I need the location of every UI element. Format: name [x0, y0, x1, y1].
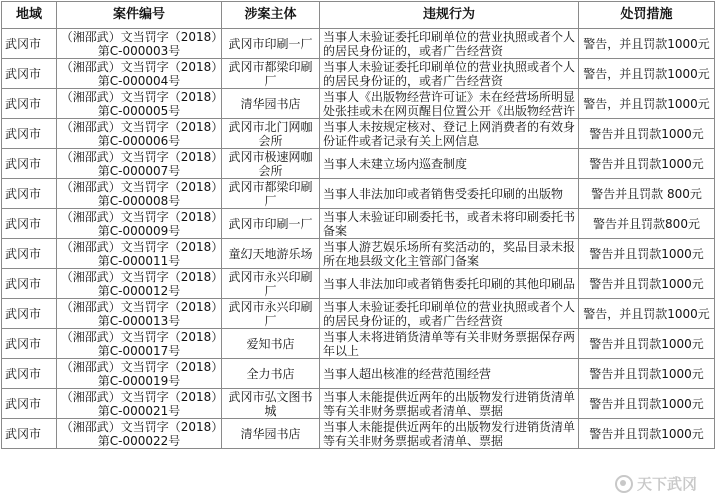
region-cell-text: 武冈市 [5, 156, 42, 171]
case-number-cell [57, 359, 222, 389]
region-cell [2, 299, 57, 329]
subject-cell-text: 武冈市印刷一厂 [228, 216, 313, 231]
table-row [2, 59, 715, 89]
penalty-cell-text: 警告并且罚款1000元 [589, 396, 704, 411]
region-cell [2, 59, 57, 89]
case-number-cell [57, 329, 222, 359]
column-header-subject: 涉案主体 [222, 2, 320, 29]
subject-cell-text: 武冈市都梁印刷厂 [228, 59, 313, 88]
table-row [2, 299, 715, 329]
subject-cell [222, 179, 320, 209]
penalty-cell-text: 警告并且罚款1000元 [589, 336, 704, 351]
subject-cell-text: 爱知书店 [246, 336, 295, 351]
violation-cell [320, 419, 579, 449]
subject-cell [222, 239, 320, 269]
violation-cell [320, 269, 579, 299]
case-number-cell [57, 179, 222, 209]
case-number-cell [57, 59, 222, 89]
region-cell [2, 359, 57, 389]
table-row [2, 419, 715, 449]
violation-cell [320, 239, 579, 269]
subject-cell [222, 299, 320, 329]
subject-cell [222, 359, 320, 389]
table-row [2, 209, 715, 239]
penalty-cell [579, 89, 715, 119]
violation-cell-text: 当事人《出版物经营许可证》未在经营场所明显处张挂或未在网页醒目位置公开《出版物经营许 [323, 89, 575, 118]
region-cell [2, 239, 57, 269]
case-number-cell [57, 299, 222, 329]
region-cell [2, 389, 57, 419]
penalty-cell-text: 警告并且罚款1000元 [589, 276, 704, 291]
penalty-cell [579, 239, 715, 269]
table-row [2, 359, 715, 389]
case-number-cell-text: （湘邵武）文当罚字（2018）第C-000003号 [60, 29, 218, 58]
violation-cell-text: 当事人非法加印或者销售委托印刷的其他印刷品 [323, 276, 575, 291]
violation-cell-text: 当事人未能提供近两年的出版物发行进销货清单等有关非财务票据或者清单、票据 [323, 419, 575, 448]
penalty-table [1, 1, 715, 449]
subject-cell-text: 武冈市都梁印刷厂 [228, 179, 313, 208]
penalty-cell [579, 59, 715, 89]
table-row [2, 329, 715, 359]
region-cell-text: 武冈市 [5, 126, 42, 141]
penalty-cell [579, 299, 715, 329]
table-row [2, 119, 715, 149]
violation-cell [320, 149, 579, 179]
case-number-cell [57, 29, 222, 59]
penalty-cell [579, 29, 715, 59]
subject-cell [222, 119, 320, 149]
region-cell-text: 武冈市 [5, 396, 42, 411]
penalty-cell [579, 179, 715, 209]
region-cell [2, 179, 57, 209]
case-number-cell [57, 209, 222, 239]
violation-cell-text: 当事人未将进销货清单等有关非财务票据保存两年以上 [323, 329, 575, 358]
penalty-cell [579, 329, 715, 359]
penalty-cell-text: 警告，并且罚款1000元 [583, 66, 710, 81]
penalty-cell-text: 警告，并且罚款1000元 [583, 36, 710, 51]
region-cell-text: 武冈市 [5, 306, 42, 321]
region-cell [2, 149, 57, 179]
penalty-cell-text: 警告并且罚款 800元 [591, 186, 702, 201]
subject-cell-text: 武冈市弘文图书城 [228, 389, 313, 418]
violation-cell-text: 当事人非法加印或者销售受委托印刷的出版物 [323, 186, 564, 201]
case-number-cell-text: （湘邵武）文当罚字（2018）第C-000022号 [60, 419, 218, 448]
violation-cell [320, 299, 579, 329]
violation-cell [320, 59, 579, 89]
region-cell-text: 武冈市 [5, 336, 42, 351]
penalty-cell [579, 359, 715, 389]
violation-cell [320, 389, 579, 419]
subject-cell [222, 419, 320, 449]
case-number-cell-text: （湘邵武）文当罚字（2018）第C-000007号 [60, 149, 218, 178]
violation-cell [320, 179, 579, 209]
penalty-cell [579, 389, 715, 419]
violation-cell-text: 当事人未验证委托印刷单位的营业执照或者个人的居民身份证的，或者广告经营资 [323, 29, 575, 58]
subject-cell-text: 武冈市印刷一厂 [228, 36, 313, 51]
case-number-cell-text: （湘邵武）文当罚字（2018）第C-000017号 [60, 329, 218, 358]
column-header-region: 地域 [2, 2, 57, 29]
violation-cell-text: 当事人未验证委托印刷单位的营业执照或者个人的居民身份证的，或者广告经营资 [323, 59, 575, 88]
watermark [615, 473, 697, 494]
penalty-cell-text: 警告并且罚款1000元 [589, 246, 704, 261]
column-header-penalty: 处罚措施 [579, 2, 715, 29]
case-number-cell-text: （湘邵武）文当罚字（2018）第C-000004号 [60, 59, 218, 88]
region-cell [2, 29, 57, 59]
region-cell-text: 武冈市 [5, 276, 42, 291]
region-cell [2, 89, 57, 119]
violation-cell-text: 当事人未按规定核对、登记上网消费者的有效身份证件或者记录有关上网信息 [323, 119, 575, 148]
table-row [2, 239, 715, 269]
subject-cell [222, 59, 320, 89]
watermark-text: 天下武冈 [636, 475, 697, 493]
subject-cell [222, 389, 320, 419]
subject-cell-text: 武冈市极速网咖会所 [228, 149, 313, 178]
region-cell [2, 269, 57, 299]
subject-cell-text: 武冈市永兴印刷厂 [228, 269, 313, 298]
region-cell-text: 武冈市 [5, 96, 42, 111]
region-cell-text: 武冈市 [5, 66, 42, 81]
case-number-cell-text: （湘邵武）文当罚字（2018）第C-000021号 [60, 389, 218, 418]
violation-cell [320, 209, 579, 239]
region-cell-text: 武冈市 [5, 216, 42, 231]
penalty-cell [579, 119, 715, 149]
penalty-cell [579, 269, 715, 299]
region-cell [2, 119, 57, 149]
table-row [2, 179, 715, 209]
penalty-cell [579, 209, 715, 239]
subject-cell-text: 武冈市北门网咖会所 [228, 119, 313, 148]
penalty-cell-text: 警告并且罚款1000元 [589, 156, 704, 171]
case-number-cell [57, 149, 222, 179]
case-number-cell-text: （湘邵武）文当罚字（2018）第C-000006号 [60, 119, 218, 148]
region-cell [2, 329, 57, 359]
case-number-cell-text: （湘邵武）文当罚字（2018）第C-000011号 [60, 239, 218, 268]
subject-cell [222, 89, 320, 119]
case-number-cell [57, 389, 222, 419]
violation-cell [320, 89, 579, 119]
case-number-cell [57, 419, 222, 449]
penalty-cell-text: 警告并且罚款800元 [593, 216, 700, 231]
subject-cell [222, 149, 320, 179]
case-number-cell-text: （湘邵武）文当罚字（2018）第C-000012号 [60, 269, 218, 298]
region-cell-text: 武冈市 [5, 366, 42, 381]
violation-cell-text: 当事人游艺娱乐场所有奖活动的，奖品目录未报所在地县级文化主管部门备案 [323, 239, 575, 268]
wechat-logo-icon [615, 475, 633, 493]
case-number-cell [57, 269, 222, 299]
penalty-cell-text: 警告并且罚款1000元 [589, 126, 704, 141]
violation-cell-text: 当事人未能提供近两年的出版物发行进销货清单等有关非财务票据或者清单、票据 [323, 389, 575, 418]
penalty-cell-text: 警告并且罚款1000元 [589, 366, 704, 381]
region-cell-text: 武冈市 [5, 246, 42, 261]
penalty-cell-text: 警告并且罚款1000元 [589, 426, 704, 441]
violation-cell [320, 329, 579, 359]
table-row [2, 29, 715, 59]
region-cell [2, 209, 57, 239]
table-row [2, 389, 715, 419]
subject-cell-text: 清华园书店 [240, 426, 301, 441]
header-row [2, 2, 715, 29]
table-row [2, 269, 715, 299]
violation-cell [320, 359, 579, 389]
case-number-cell [57, 239, 222, 269]
violation-cell [320, 29, 579, 59]
penalty-cell-text: 警告，并且罚款1000元 [583, 306, 710, 321]
table-row [2, 89, 715, 119]
penalty-cell [579, 149, 715, 179]
table-row [2, 149, 715, 179]
subject-cell [222, 269, 320, 299]
case-number-cell-text: （湘邵武）文当罚字（2018）第C-000013号 [60, 299, 218, 328]
penalty-cell-text: 警告，并且罚款1000元 [583, 96, 710, 111]
case-number-cell-text: （湘邵武）文当罚字（2018）第C-000019号 [60, 359, 218, 388]
violation-cell-text: 当事人未验证印刷委托书，或者未将印刷委托书备案 [323, 209, 575, 238]
case-number-cell-text: （湘邵武）文当罚字（2018）第C-000009号 [60, 209, 218, 238]
violation-cell-text: 当事人未建立场内巡查制度 [323, 156, 468, 171]
violation-cell [320, 119, 579, 149]
subject-cell-text: 童幻天地游乐场 [228, 246, 313, 261]
case-number-cell-text: （湘邵武）文当罚字（2018）第C-000005号 [60, 89, 218, 118]
subject-cell-text: 清华园书店 [240, 96, 301, 111]
region-cell-text: 武冈市 [5, 36, 42, 51]
subject-cell-text: 全力书店 [246, 366, 295, 381]
subject-cell-text: 武冈市永兴印刷厂 [228, 299, 313, 328]
subject-cell [222, 29, 320, 59]
column-header-violation: 违规行为 [320, 2, 579, 29]
case-number-cell [57, 119, 222, 149]
penalty-cell [579, 419, 715, 449]
column-header-case-number: 案件编号 [57, 2, 222, 29]
case-number-cell [57, 89, 222, 119]
region-cell-text: 武冈市 [5, 186, 42, 201]
case-number-cell-text: （湘邵武）文当罚字（2018）第C-000008号 [60, 179, 218, 208]
violation-cell-text: 当事人未验证委托印刷单位的营业执照或者个人的居民身份证的，或者广告经营资 [323, 299, 575, 328]
region-cell [2, 419, 57, 449]
subject-cell [222, 209, 320, 239]
region-cell-text: 武冈市 [5, 426, 42, 441]
violation-cell-text: 当事人超出核准的经营范围经营 [323, 366, 492, 381]
subject-cell [222, 329, 320, 359]
